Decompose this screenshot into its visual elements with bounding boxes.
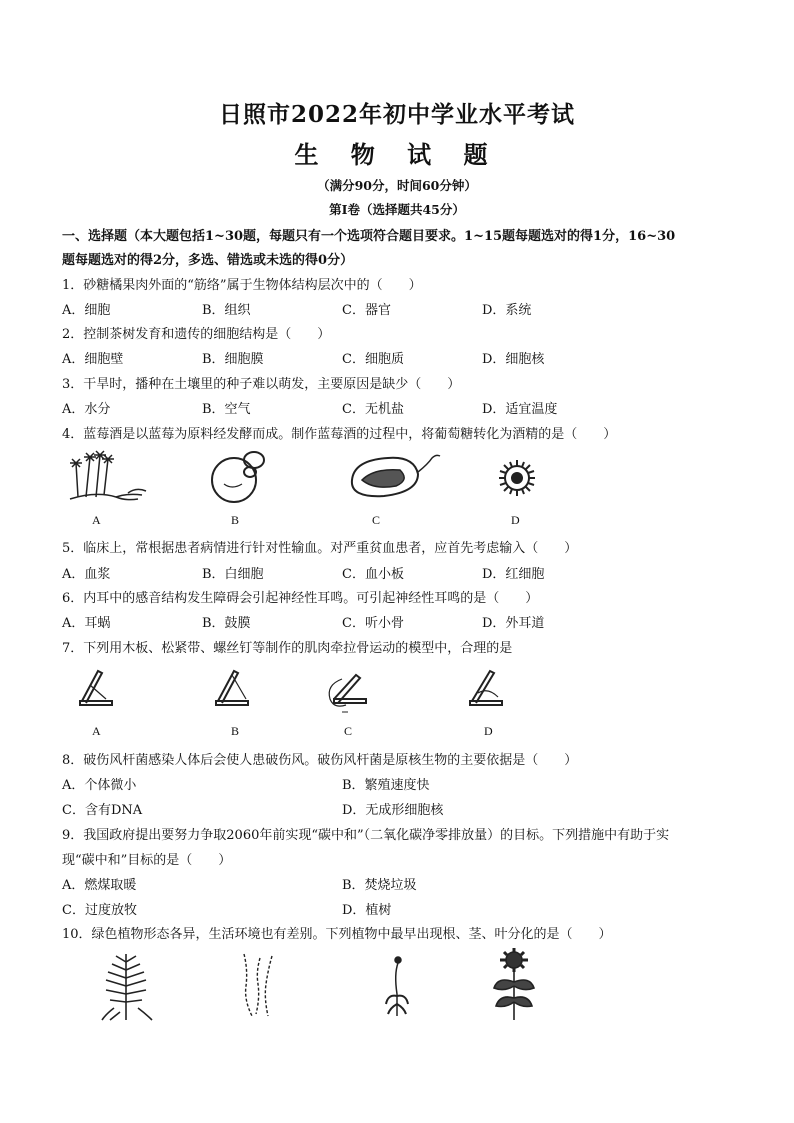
question-7-label-b: B	[231, 724, 240, 738]
question-9-option-b: B．焚烧垃圾	[342, 878, 417, 893]
question-3-stem: 3．干旱时，播种在土壤里的种子难以萌发，主要原因是缺少（ ）	[62, 377, 461, 392]
model-c-figure	[322, 665, 372, 715]
question-5-stem: 5．临床上，常根据患者病情进行针对性输血。对严重贫血患者，应首先考虑输入（ ）	[62, 541, 578, 556]
question-3-option-b: B．空气	[202, 402, 251, 417]
subject-title: 生 物 试 题	[294, 140, 500, 169]
fern-figure	[96, 948, 158, 1022]
yeast-figure	[208, 448, 272, 506]
question-3-option-a: A．水分	[62, 402, 111, 417]
question-7-label-a: A	[92, 724, 101, 738]
question-1-stem: 1．砂糖橘果肉外面的“筋络”属于生物体结构层次中的（ ）	[62, 278, 422, 293]
question-3-option-c: C．无机盐	[342, 402, 404, 417]
question-6-option-a: A．耳蜗	[62, 616, 111, 631]
section-instructions-line2: 题每题选对的得2分，多选、错选或未选的得0分）	[62, 253, 354, 268]
question-4-label-d: D	[511, 513, 520, 527]
question-2-option-b: B．细胞膜	[202, 352, 264, 367]
question-7-label-c: C	[344, 724, 353, 738]
question-8-stem: 8．破伤风杆菌感染人体后会使人患破伤风。破伤风杆菌是原核生物的主要依据是（ ）	[62, 753, 578, 768]
model-d-figure	[464, 665, 508, 711]
question-8-option-a: A．个体微小	[62, 778, 137, 793]
question-10-stem: 10．绿色植物形态各异，生活环境也有差别。下列植物中最早出现根、茎、叶分化的是（ ）	[62, 927, 612, 942]
question-8-option-b: B．繁殖速度快	[342, 778, 430, 793]
question-6-option-d: D．外耳道	[482, 616, 545, 631]
question-8-option-c: C．含有DNA	[62, 803, 143, 818]
question-9-option-c: C．过度放牧	[62, 903, 137, 918]
question-1-option-b: B．组织	[202, 303, 251, 318]
model-b-figure	[212, 665, 252, 711]
question-6-option-b: B．鼓膜	[202, 616, 251, 631]
mold-figure	[66, 445, 152, 505]
question-5-option-a: A．血浆	[62, 567, 111, 582]
question-1-option-c: C．器官	[342, 303, 391, 318]
question-2-option-d: D．细胞核	[482, 352, 545, 367]
question-2-option-c: C．细胞质	[342, 352, 404, 367]
question-9-stem: 9．我国政府提出要努力争取2060年前实现“碳中和”（二氧化碳净零排放量）的目标。下列措施中有助于实	[62, 828, 670, 843]
question-6-stem: 6．内耳中的感音结构发生障碍会引起神经性耳鸣。可引起神经性耳鸣的是（ ）	[62, 591, 539, 606]
question-1-option-d: D．系统	[482, 303, 532, 318]
question-9-stem-continued: 现“碳中和”目标的是（ ）	[62, 853, 232, 868]
question-5-option-c: C．血小板	[342, 567, 404, 582]
moss-figure	[238, 950, 280, 1020]
exam-note: （满分90分，时间60分钟）	[317, 178, 477, 193]
model-a-figure	[76, 665, 116, 711]
question-9-option-d: D．植树	[342, 903, 392, 918]
question-5-option-b: B．白细胞	[202, 567, 264, 582]
question-6-option-c: C．听小骨	[342, 616, 404, 631]
question-2-option-a: A．细胞壁	[62, 352, 124, 367]
question-4-stem: 4．蓝莓酒是以蓝莓为原料经发酵而成。制作蓝莓酒的过程中，将葡萄糖转化为酒精的是（ ）	[62, 427, 617, 442]
question-9-option-a: A．燃煤取暖	[62, 878, 137, 893]
liverwort-figure	[382, 954, 412, 1020]
question-4-label-b: B	[231, 513, 240, 527]
exam-title: 日照市2022年初中学业水平考试	[218, 101, 575, 128]
section-instructions-line1: 一、选择题（本大题包括1~30题，每题只有一个选项符合题目要求。1~15题每题选对的得1分，16~30	[62, 229, 676, 244]
virus-figure	[486, 455, 548, 501]
question-7-label-d: D	[484, 724, 493, 738]
question-8-option-d: D．无成形细胞核	[342, 803, 444, 818]
part-title: 第Ⅰ卷（选择题共45分）	[329, 202, 465, 217]
question-3-option-d: D．适宜温度	[482, 402, 558, 417]
question-1-option-a: A．细胞	[62, 303, 111, 318]
question-5-option-d: D．红细胞	[482, 567, 545, 582]
bacterium-figure	[344, 450, 444, 502]
sunflower-figure	[486, 946, 542, 1022]
question-7-stem: 7．下列用木板、松紧带、螺丝钉等制作的肌肉牵拉骨运动的模型中，合理的是	[62, 641, 513, 656]
question-2-stem: 2．控制茶树发育和遗传的细胞结构是（ ）	[62, 327, 331, 342]
question-4-label-c: C	[372, 513, 381, 527]
question-4-label-a: A	[92, 513, 101, 527]
